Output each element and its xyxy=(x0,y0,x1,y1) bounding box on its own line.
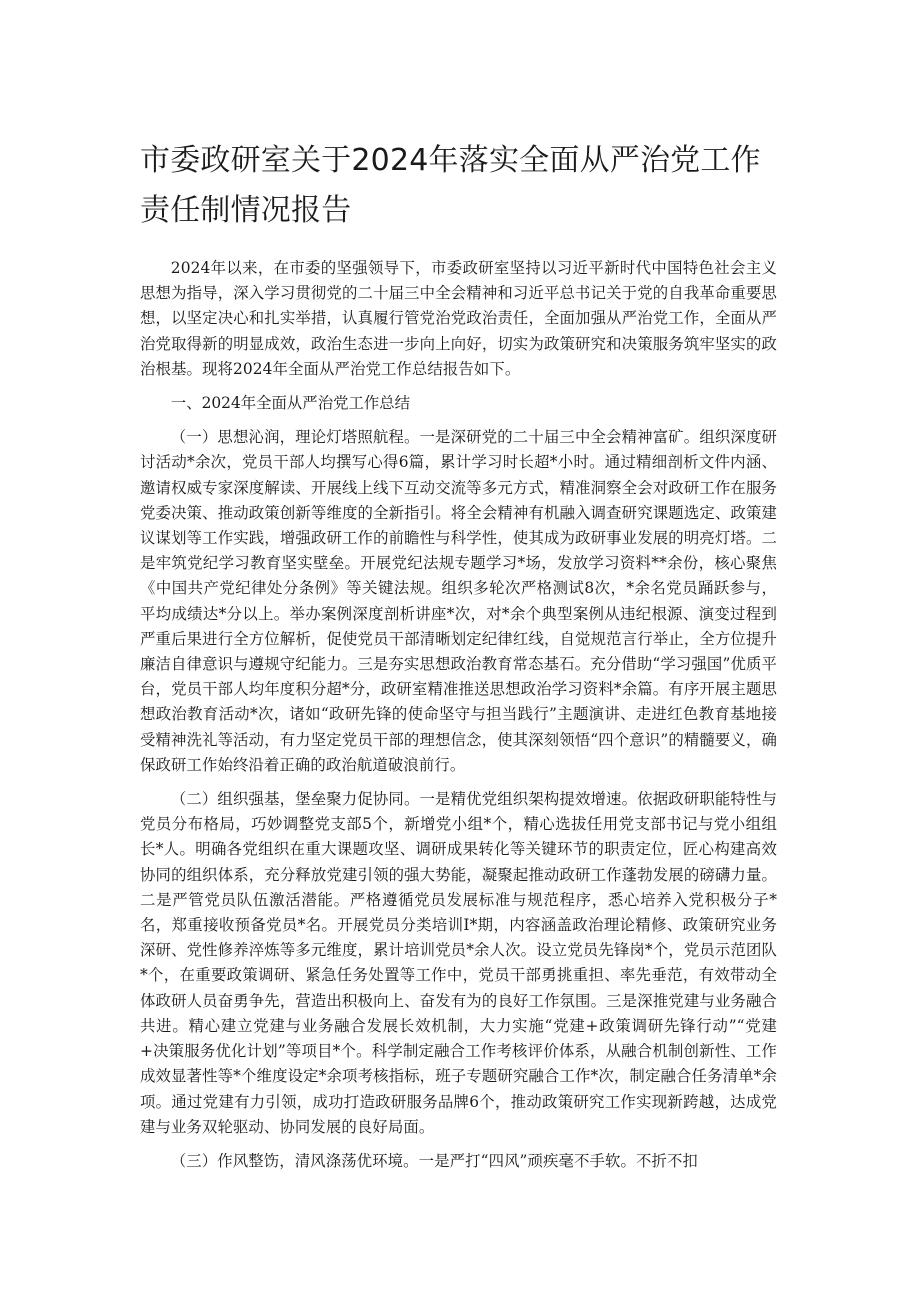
paragraph-organization: （二）组织强基，堡垒聚力促协同。一是精优党组织架构提效增速。依据政研职能特性与党员分布格局，巧妙调整党支部5个，新增党小组*个，精心选拔任用党支部书记与党小组组长*人。明确各党组织在重大课题攻坚、调研成果转化等关键环节的职责定位，匠心构建高效协同的组织体系，充分释放党建引领的强大势能，凝聚起推动政研工作蓬勃发展的磅礴力量。二是严管党员队伍激活潜能。严格遵循党员发展标准与规范程序，悉心培养入党积极分子*名，郑重接收预备党员*名。开展党员分类培训I*期，内容涵盖政治理论精修、政策研究业务深研、党性修养淬炼等多元维度，累计培训党员*余人次。设立党员先锋岗*个，党员示范团队*个，在重要政策调研、紧急任务处置等工作中，党员干部勇挑重担、率先垂范，有效带动全体政研人员奋勇争先，营造出积极向上、奋发有为的良好工作氛围。三是深推党建与业务融合共进。精心建立党建与业务融合发展长效机制，大力实施“党建+政策调研先锋行动”“党建+决策服务优化计划”等项目*个。科学制定融合工作考核评价体系，从融合机制创新性、工作成效显著性等*个维度设定*余项考核指标，班子专题研究融合工作*次，制定融合任务清单*余项。通过党建有力引领，成功打造政研服务品牌6个，推动政策研究工作实现新跨越，达成党建与业务双轮驱动、协同发展的良好局面。 xyxy=(140,790,777,1136)
document-title: 市委政研室关于2024年落实全面从严治党工作责任制情况报告 xyxy=(140,143,761,228)
paragraph-thought: （一）思想沁润，理论灯塔照航程。一是深研党的二十届三中全会精神富矿。组织深度研讨活动*余次，党员干部人均撰写心得6篇，累计学习时长超*小时。通过精细剖析文件内涵、邀请权威专家深度解读、开展线上线下互动交流等多元方式，精准洞察全会对政研工作在服务党委决策、推动政策创新等维度的全新指引。将全会精神有机融入调查研究课题选定、政策建议谋划等工作实践，增强政研工作的前瞻性与科学性，使其成为政研事业发展的明亮灯塔。二是牢筑党纪学习教育坚实壁垒。开展党纪法规专题学习*场，发放学习资料**余份，核心聚焦《中国共产党纪律处分条例》等关键法规。组织多轮次严格测试8次，*余名党员踊跃参与，平均成绩达*分以上。举办案例深度剖析讲座*次，对*余个典型案例从违纪根源、演变过程到严重后果进行全方位解析，促使党员干部清晰划定纪律红线，自觉规范言行举止，全方位提升廉洁自律意识与遵规守纪能力。三是夯实思想政治教育常态基石。充分借助“学习强国”优质平台，党员干部人均年度积分超*分，政研室精准推送思想政治学习资料*余篇。有序开展主题思想政治教育活动*次，诸如“政研先锋的使命坚守与担当践行”主题演讲、走进红色教育基地接受精神洗礼等活动，有力坚定党员干部的理想信念，使其深刻领悟“四个意识”的精髓要义，确保政研工作始终沿着正确的政治航道破浪前行。 xyxy=(140,428,777,774)
intro-paragraph: 2024年以来，在市委的坚强领导下，市委政研室坚持以习近平新时代中国特色社会主义思想为指导，深入学习贯彻党的二十届三中全会精神和习近平总书记关于党的自我革命重要思想，以坚定决心和扎实举措，认真履行管党治党政治责任，全面加强从严治党工作，全面从严治党取得新的明显成效，政治生态进一步向上向好，切实为政策研究和决策服务筑牢坚实的政治根基。现将2024年全面从严治党工作总结报告如下。 xyxy=(140,259,777,378)
paragraph-style: （三）作风整饬，清风涤荡优环境。一是严打“四风”顽疾毫不手软。不折不扣 xyxy=(170,1151,698,1170)
section-heading: 一、2024年全面从严治党工作总结 xyxy=(170,394,411,413)
